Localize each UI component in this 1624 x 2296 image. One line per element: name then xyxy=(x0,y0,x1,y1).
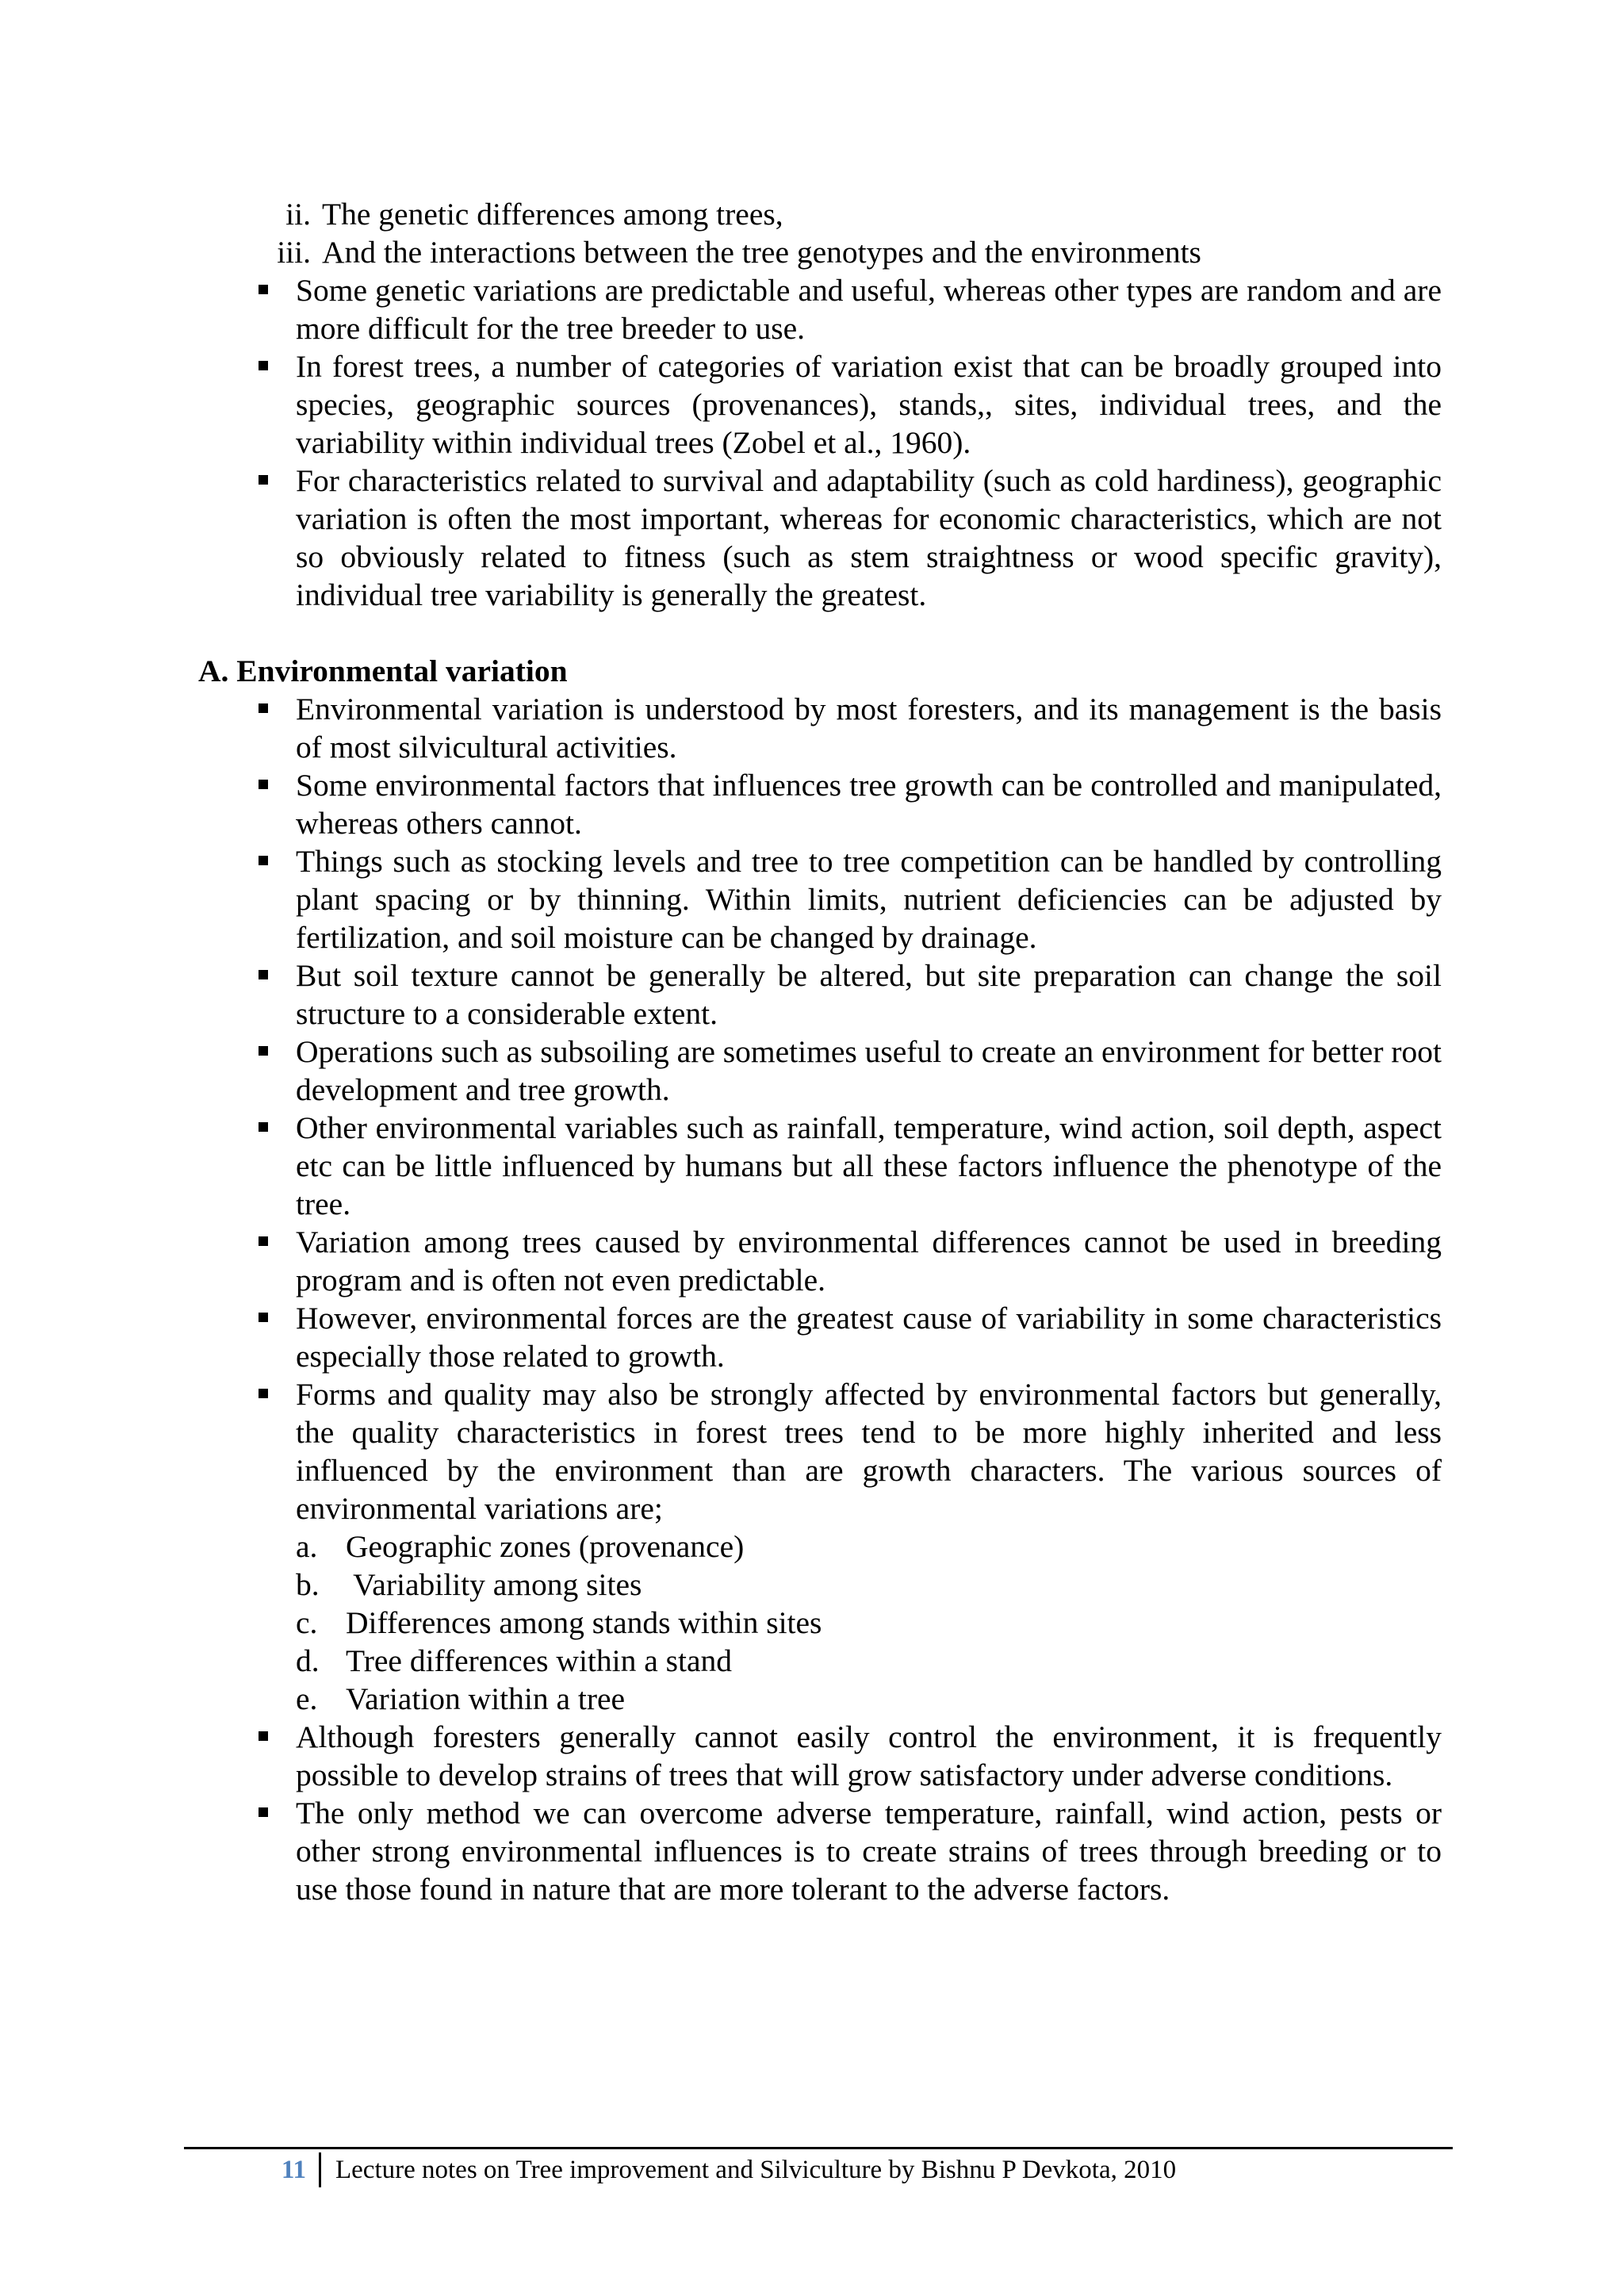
square-bullet-icon xyxy=(259,475,268,485)
body-text xyxy=(198,195,1442,1908)
square-bullet-icon xyxy=(259,1122,268,1132)
paragraph-gap xyxy=(249,614,1442,652)
roman-item-text: And the interactions between the tree genotypes and the environments xyxy=(322,235,1201,270)
roman-item xyxy=(238,195,1442,233)
intro-bullet-list xyxy=(249,271,1442,614)
list-letter: c. xyxy=(296,1605,318,1640)
sources-item-text: Differences among stands within sites xyxy=(346,1605,822,1640)
square-bullet-icon xyxy=(259,1313,268,1322)
square-bullet-icon xyxy=(259,1389,268,1398)
bullet-item xyxy=(249,956,1442,1033)
section-heading: A. Environmental variation xyxy=(198,654,568,688)
sources-list-item xyxy=(296,1642,1442,1680)
square-bullet-icon xyxy=(259,703,268,713)
bullet-text: Operations such as subsoiling are sometimes useful to create an environment for better root development and tree growth. xyxy=(296,1034,1442,1107)
sources-item-text: Tree differences within a stand xyxy=(346,1643,733,1678)
bullet-item xyxy=(249,1033,1442,1109)
sources-list-item xyxy=(296,1604,1442,1642)
bullet-text: But soil texture cannot be generally be altered, but site preparation can change the soil structure to a considerable extent. xyxy=(296,958,1442,1031)
bullet-text: Although foresters generally cannot easily control the environment, it is frequently possible to develop strains of trees that will grow satisfactory under adverse conditions. xyxy=(296,1719,1442,1792)
bullet-text: However, environmental forces are the greatest cause of variability in some characteristics especially those related to growth. xyxy=(296,1301,1442,1374)
square-bullet-icon xyxy=(259,361,268,370)
square-bullet-icon xyxy=(259,285,268,294)
roman-number: ii. xyxy=(285,197,311,232)
sources-item-text: Variation within a tree xyxy=(346,1681,626,1716)
square-bullet-icon xyxy=(259,1731,268,1741)
bullet-item xyxy=(249,1299,1442,1375)
bullet-text: Forms and quality may also be strongly affected by environmental factors but generally, the quality characteristics in forest trees tend to be more highly inherited and less influenced by the environment than are growth characters. The various sources of environmental variations are; xyxy=(296,1377,1442,1526)
square-bullet-icon xyxy=(259,1807,268,1817)
sources-item-text: Variability among sites xyxy=(346,1567,642,1602)
roman-item xyxy=(238,233,1442,271)
roman-number: iii. xyxy=(277,235,311,270)
square-bullet-icon xyxy=(259,1236,268,1246)
environmental-bullet-list xyxy=(249,690,1442,1527)
sources-list xyxy=(249,1527,1442,1718)
sources-list-item xyxy=(296,1680,1442,1718)
list-letter: d. xyxy=(296,1643,320,1678)
bullet-text: Some environmental factors that influences tree growth can be controlled and manipulated, whereas others cannot. xyxy=(296,768,1442,841)
closing-bullet-list xyxy=(249,1718,1442,1908)
bullet-item xyxy=(249,271,1442,347)
list-letter: e. xyxy=(296,1681,318,1716)
bullet-item xyxy=(249,842,1442,956)
bullet-text: For characteristics related to survival and adaptability (such as cold hardiness), geographic variation is often the most important, whereas for economic characteristics, which are not so obviously related to fitness (such as stem straightness or wood specific gravity), individual tree variability is generally the greatest. xyxy=(296,463,1442,612)
bullet-text: Things such as stocking levels and tree to tree competition can be handled by controlling plant spacing or by thinning. Within limits, nutrient deficiencies can be adjusted by fertilization, and soil moisture can be changed by drainage. xyxy=(296,844,1442,955)
bullet-text: In forest trees, a number of categories of variation exist that can be broadly grouped into species, geographic sources (provenances), stands,, sites, individual trees, and the variability within individual trees (Zobel et al., 1960). xyxy=(296,349,1442,460)
list-letter: a. xyxy=(296,1529,318,1564)
bullet-item xyxy=(249,462,1442,614)
bullet-text: Other environmental variables such as rainfall, temperature, wind action, soil depth, aspect etc can be little influenced by humans but all these factors influence the phenotype of the tree. xyxy=(296,1110,1442,1221)
page-footer xyxy=(184,2151,1176,2189)
square-bullet-icon xyxy=(259,856,268,865)
bullet-text: Variation among trees caused by environmental differences cannot be used in breeding program and is often not even predictable. xyxy=(296,1225,1442,1297)
roman-list xyxy=(238,195,1442,271)
bullet-text: Some genetic variations are predictable and useful, whereas other types are random and are more difficult for the tree breeder to use. xyxy=(296,273,1442,346)
bullet-item xyxy=(249,1223,1442,1299)
sources-list-item xyxy=(296,1527,1442,1566)
bullet-item xyxy=(249,1109,1442,1223)
bullet-item xyxy=(249,347,1442,462)
page-number: 11 xyxy=(281,2155,306,2184)
square-bullet-icon xyxy=(259,1046,268,1056)
bullet-text: Environmental variation is understood by most foresters, and its management is the basis of most silvicultural activities. xyxy=(296,692,1442,765)
footer-text: Lecture notes on Tree improvement and Silviculture by Bishnu P Devkota, 2010 xyxy=(335,2155,1177,2184)
bullet-text: The only method we can overcome adverse temperature, rainfall, wind action, pests or other strong environmental influences is to create strains of trees through breeding or to use those found in nature that are more tolerant to the adverse factors. xyxy=(296,1796,1442,1907)
sources-list-item xyxy=(296,1566,1442,1604)
sources-item-text: Geographic zones (provenance) xyxy=(346,1529,745,1564)
footer-rule xyxy=(184,2147,1453,2149)
bullet-item xyxy=(249,766,1442,842)
list-letter: b. xyxy=(296,1567,320,1602)
bullet-item xyxy=(249,1718,1442,1794)
roman-item-text: The genetic differences among trees, xyxy=(322,197,783,232)
square-bullet-icon xyxy=(259,780,268,789)
bullet-item xyxy=(249,1375,1442,1527)
bullet-item xyxy=(249,690,1442,766)
bullet-item xyxy=(249,1794,1442,1908)
square-bullet-icon xyxy=(259,970,268,979)
